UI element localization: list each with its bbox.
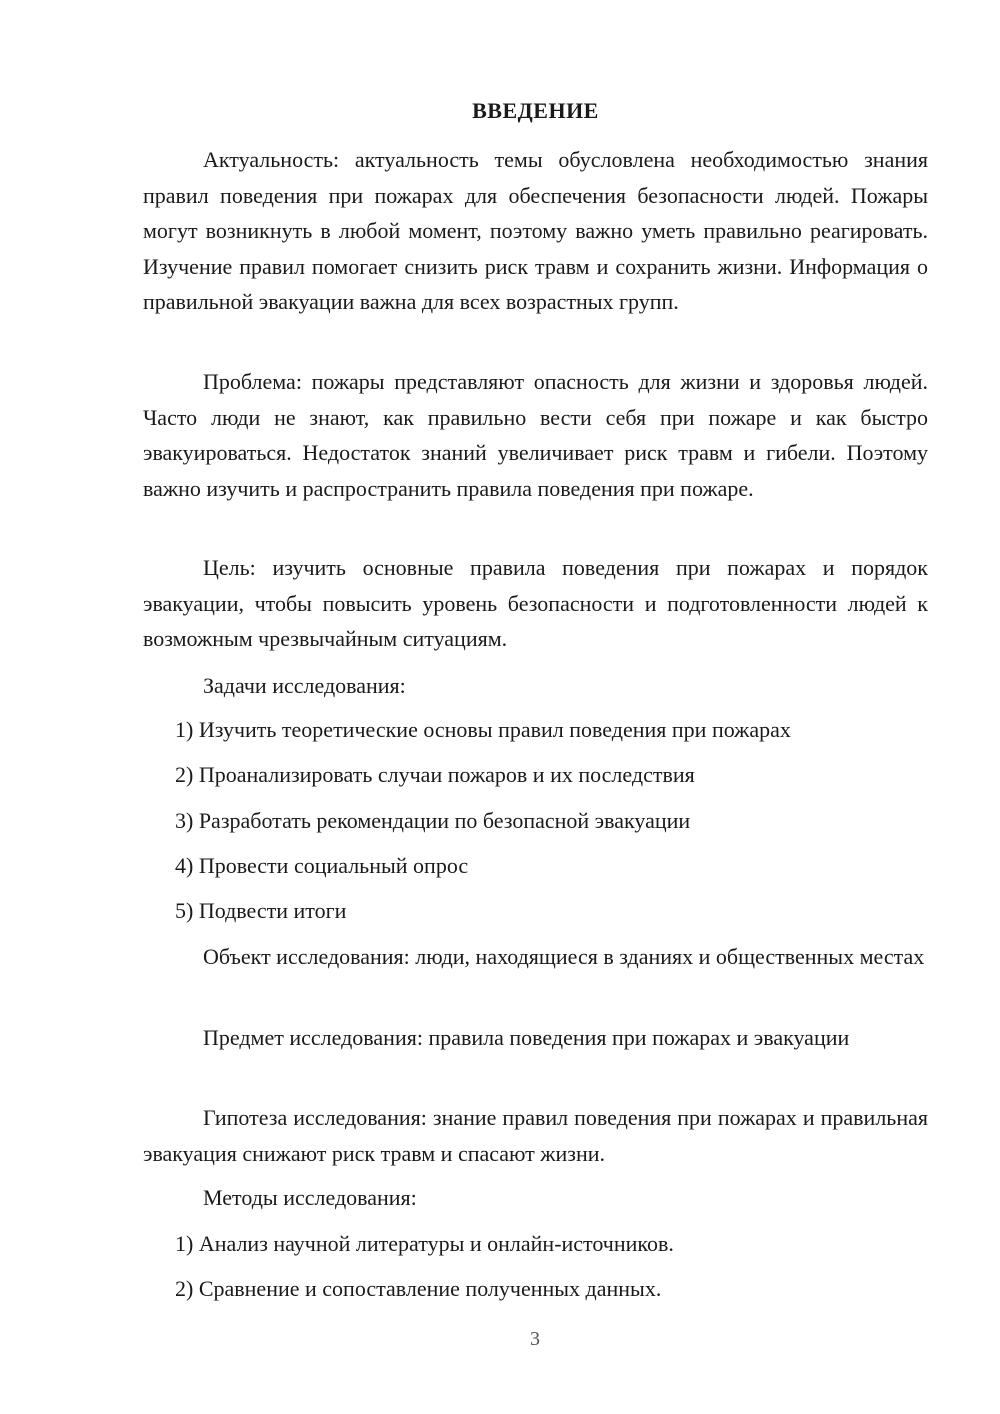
goal-paragraph: Цель: изучить основные правила поведения при пожарах и порядок эвакуации, чтобы повысить уровень безопасности и подготовленности людей к возможным чрезвычайным ситуациям.: [143, 555, 928, 651]
task-item: 2) Проанализировать случаи пожаров и их последствия: [175, 762, 695, 787]
page-number: 3: [530, 1328, 540, 1350]
subject-paragraph: Предмет исследования: правила поведения при пожарах и эвакуации: [203, 1025, 850, 1050]
method-item: 2) Сравнение и сопоставление полученных данных.: [175, 1276, 662, 1301]
section-title: ВВЕДЕНИЕ: [472, 98, 599, 123]
task-item: 1) Изучить теоретические основы правил поведения при пожарах: [175, 717, 791, 742]
method-item: 1) Анализ научной литературы и онлайн-источников.: [175, 1231, 674, 1256]
problem-paragraph: Проблема: пожары представляют опасность для жизни и здоровья людей. Часто люди не знают, как правильно вести себя при пожаре и как быстро эвакуироваться. Недостаток знаний увеличивает риск травм и гибели. Поэтому важно изучить и распространить правила поведения при пожаре.: [143, 369, 928, 501]
hypothesis-paragraph: Гипотеза исследования: знание правил поведения при пожарах и правильная эвакуация снижают риск травм и спасают жизни.: [143, 1105, 928, 1166]
task-item: 4) Провести социальный опрос: [175, 853, 469, 878]
methods-heading: Методы исследования:: [203, 1185, 417, 1210]
object-paragraph: Объект исследования: люди, находящиеся в зданиях и общественных местах: [203, 944, 925, 969]
task-item: 5) Подвести итоги: [175, 898, 347, 923]
task-item: 3) Разработать рекомендации по безопасной эвакуации: [175, 808, 691, 833]
tasks-heading: Задачи исследования:: [203, 673, 406, 698]
relevance-paragraph: Актуальность: актуальность темы обусловлена необходимостью знания правил поведения при пожарах для обеспечения безопасности людей. Пожары могут возникнуть в любой момент, поэтому важно уметь правильно реагировать. Изучение правил помогает снизить риск травм и сохранить жизни. Информация о правильной эвакуации важна для всех возрастных групп.: [143, 147, 928, 314]
